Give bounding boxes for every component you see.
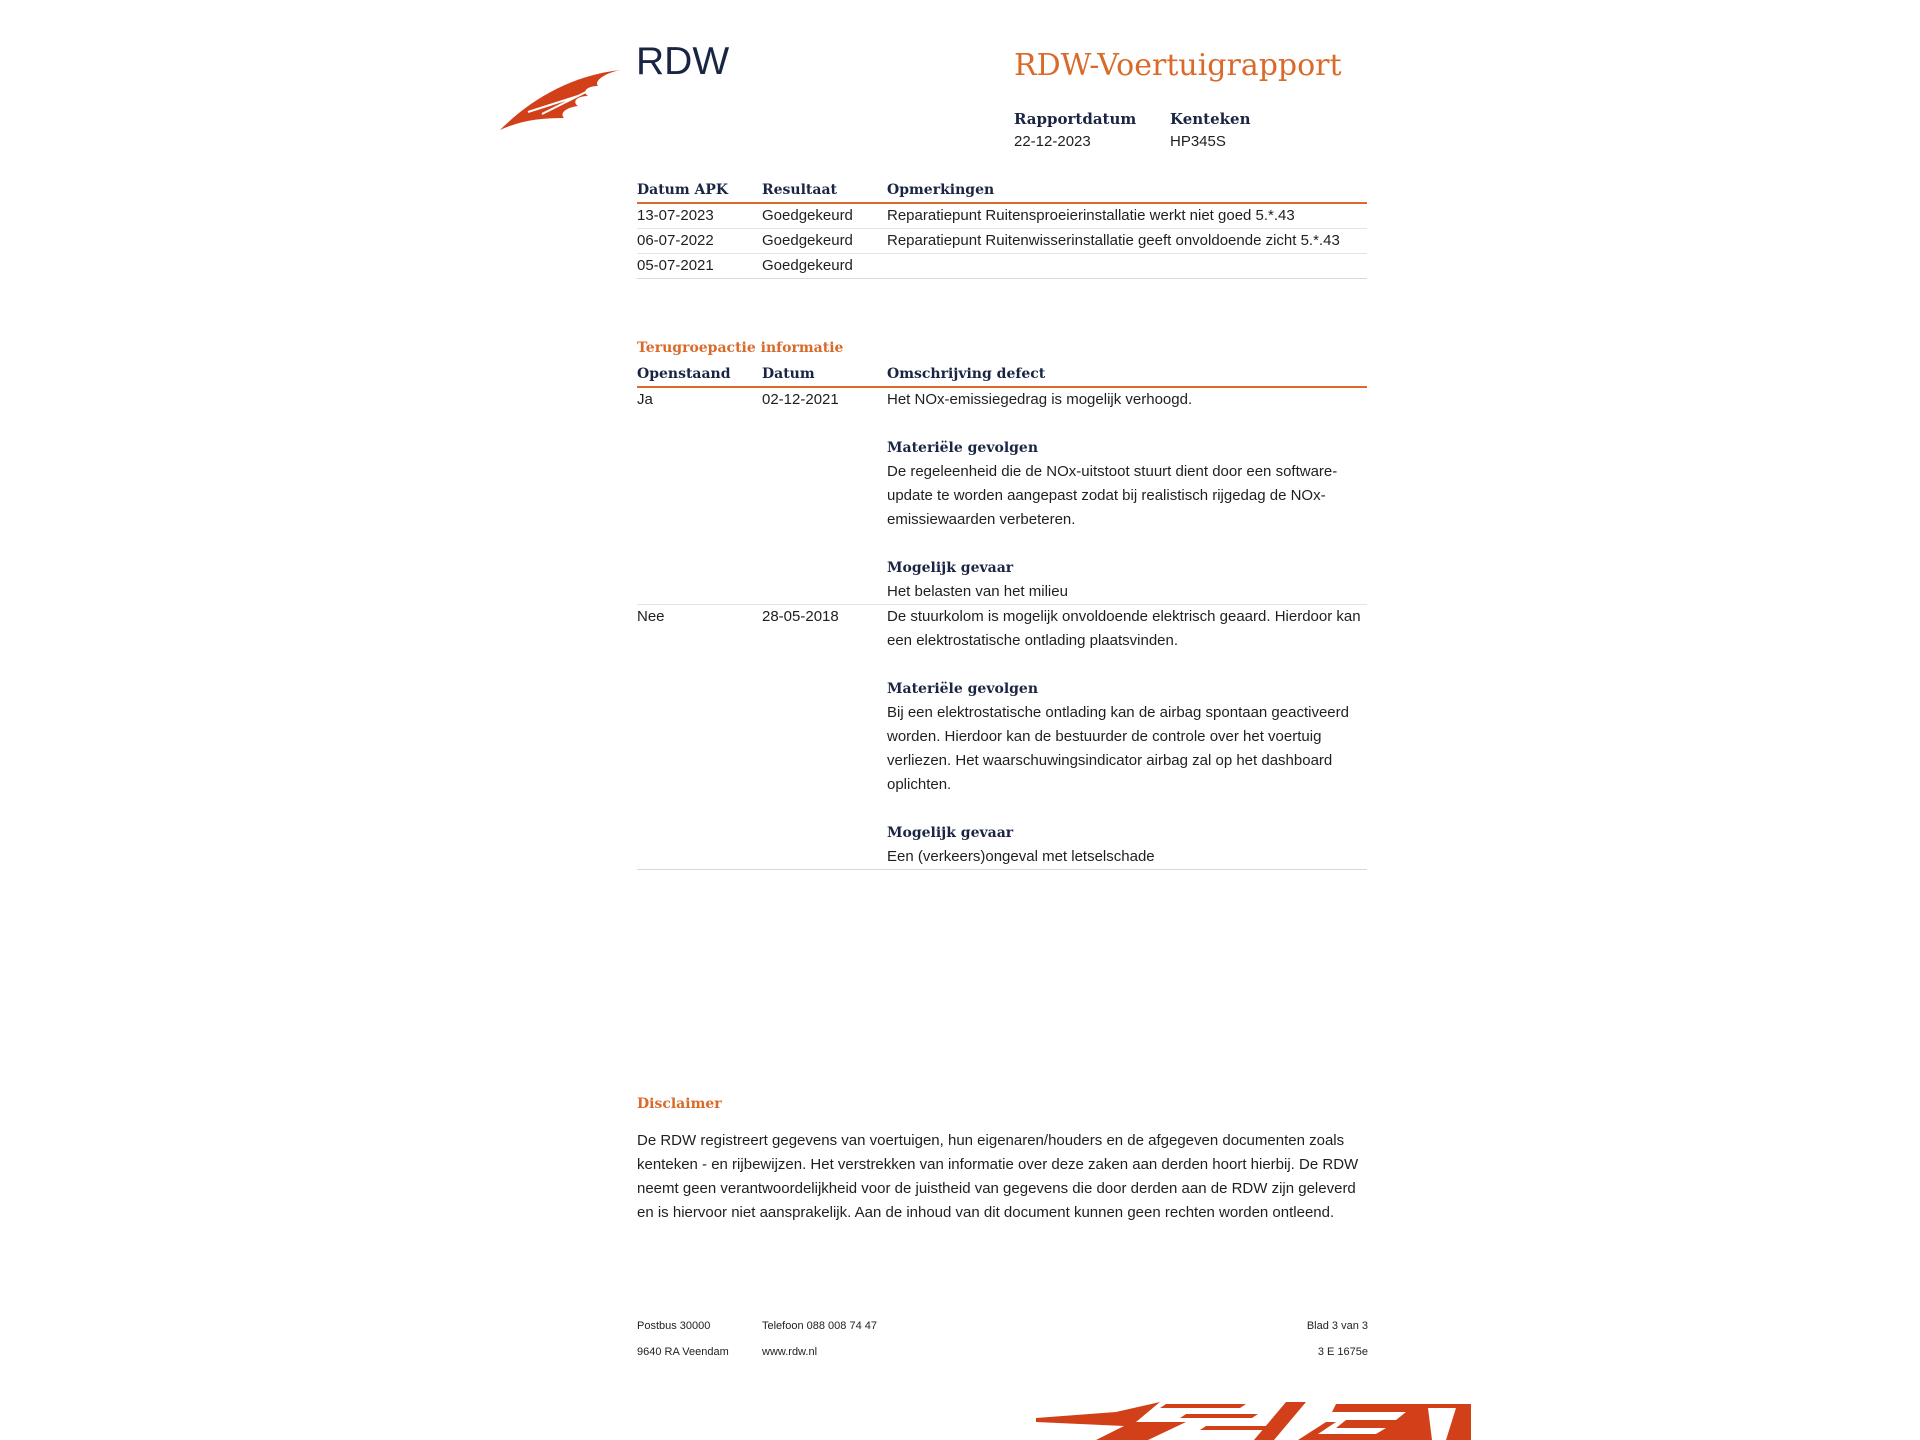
plate-value: HP345S xyxy=(1170,133,1226,150)
recall-date: 02-12-2021 xyxy=(762,387,887,605)
recall-section-title: Terugroepactie informatie xyxy=(637,340,844,356)
report-date-label: Rapportdatum xyxy=(1014,110,1137,128)
footer-code: 3 E 1675e xyxy=(1317,1346,1368,1358)
recall-header-open: Openstaand xyxy=(637,362,762,387)
report-date-value: 22-12-2023 xyxy=(1014,133,1091,150)
danger-label: Mogelijk gevaar xyxy=(887,825,1014,841)
recall-table xyxy=(637,362,1367,870)
apk-header-date: Datum APK xyxy=(637,178,762,203)
footer-website-link[interactable]: www.rdw.nl xyxy=(762,1346,818,1358)
recall-header-description: Omschrijving defect xyxy=(887,362,1367,387)
plate-label: Kenteken xyxy=(1170,110,1251,128)
apk-date: 13-07-2023 xyxy=(637,203,762,229)
apk-date: 06-07-2022 xyxy=(637,229,762,254)
danger-text: Het belasten van het milieu xyxy=(887,583,1068,600)
table-row xyxy=(637,229,1367,254)
table-row xyxy=(637,254,1367,279)
recall-header-date: Datum xyxy=(762,362,887,387)
consequences-text: Bij een elektrostatische ontlading kan de airbag spontaan geactiveerd worden. Hierdoor kan de bestuurder de controle over het voertuig verliezen. Het waarschuwingsindicator airbag zal op het dashboard oplichten. xyxy=(887,704,1349,793)
consequences-label: Materiële gevolgen xyxy=(887,681,1039,697)
table-row xyxy=(637,203,1367,229)
apk-remark: Reparatiepunt Ruitenwisserinstallatie geeft onvoldoende zicht 5.*.43 xyxy=(887,229,1367,254)
recall-details xyxy=(887,387,1367,605)
disclaimer-text: De RDW registreert gegevens van voertuigen, hun eigenaren/houders en de afgegeven documenten zoals kenteken - en rijbewijzen. Het verstrekken van informatie over deze zaken aan derden hoort hierbij. De RDW neemt geen verantwoordelijkheid voor de juistheid van gegevens die door derden aan de RDW zijn geleverd en is hiervoor niet aansprakelijk. Aan de inhoud van dit document kunnen geen rechten worden ontleend. xyxy=(637,1132,1359,1221)
apk-remark: Reparatiepunt Ruitensproeierinstallatie werkt niet goed 5.*.43 xyxy=(887,203,1367,229)
apk-result: Goedgekeurd xyxy=(762,203,887,229)
footer-postbus: Postbus 30000 xyxy=(637,1320,711,1332)
consequences-text: De regeleenheid die de NOx-uitstoot stuurt dient door een software-update te worden aangepast zodat bij realistisch rijgedag de NOx-emissiewaarden verbeteren. xyxy=(887,463,1338,528)
apk-result: Goedgekeurd xyxy=(762,229,887,254)
recall-open: Nee xyxy=(637,605,762,870)
disclaimer-title: Disclaimer xyxy=(637,1096,722,1112)
consequences-label: Materiële gevolgen xyxy=(887,440,1039,456)
recall-description: Het NOx-emissiegedrag is mogelijk verhoogd. xyxy=(887,391,1193,408)
apk-table xyxy=(637,178,1367,279)
logo-text: RDW xyxy=(636,40,730,83)
rdw-stripes-graphic xyxy=(1036,1400,1471,1440)
apk-header-result: Resultaat xyxy=(762,178,887,203)
apk-date: 05-07-2021 xyxy=(637,254,762,279)
danger-label: Mogelijk gevaar xyxy=(887,560,1014,576)
footer-page-number: Blad 3 van 3 xyxy=(1306,1320,1368,1332)
feather-icon xyxy=(498,62,623,132)
recall-date: 28-05-2018 xyxy=(762,605,887,870)
report-title: RDW-Voertuigrapport xyxy=(1014,48,1342,83)
recall-open: Ja xyxy=(637,387,762,605)
apk-remark xyxy=(887,254,1367,279)
recall-details xyxy=(887,605,1367,870)
table-row xyxy=(637,387,1367,605)
recall-description: De stuurkolom is mogelijk onvoldoende elektrisch geaard. Hierdoor kan een elektrostatische ontlading plaatsvinden. xyxy=(887,608,1361,649)
danger-text: Een (verkeers)ongeval met letselschade xyxy=(887,848,1155,865)
apk-header-remarks: Opmerkingen xyxy=(887,178,1367,203)
apk-result: Goedgekeurd xyxy=(762,254,887,279)
footer-phone: Telefoon 088 008 74 47 xyxy=(762,1320,877,1332)
table-row xyxy=(637,605,1367,870)
footer-city: 9640 RA Veendam xyxy=(637,1346,729,1358)
